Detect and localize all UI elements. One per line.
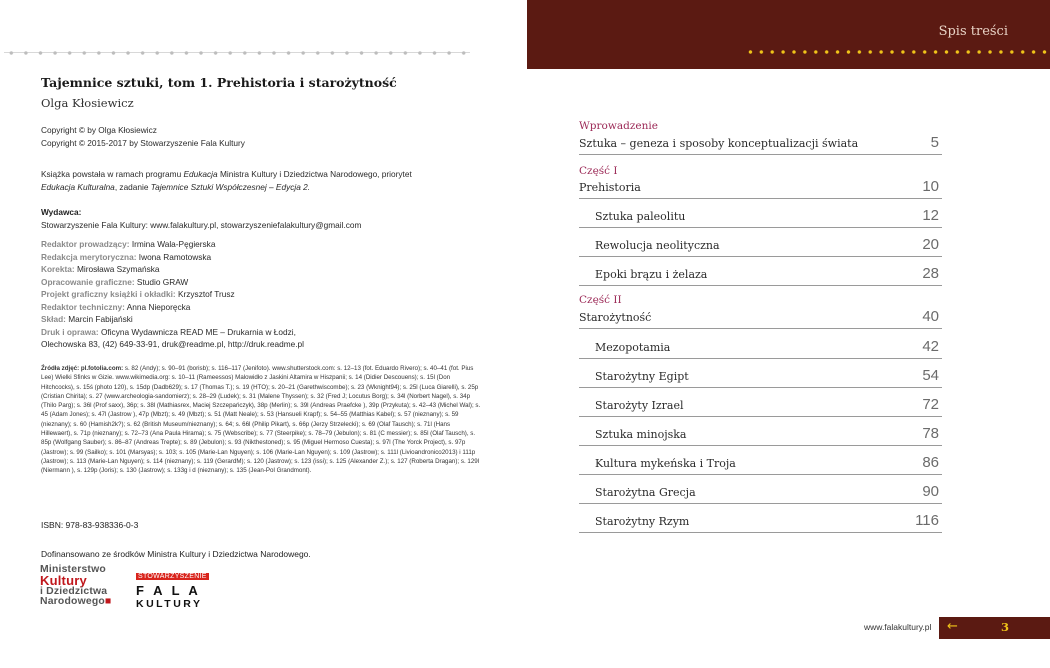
book-title: Tajemnice sztuki, tom 1. Prehistoria i starożytność xyxy=(41,75,397,90)
fala-kultury-logo xyxy=(136,565,226,609)
publisher-label: Wydawca: xyxy=(41,207,82,217)
credit-line xyxy=(41,326,481,339)
footer-nav xyxy=(939,617,1050,639)
fala-logo-kultury: KULTURY xyxy=(136,598,203,610)
credit-label: Redakcja merytoryczna: xyxy=(41,251,137,262)
fala-logo-word: F A L A xyxy=(136,583,201,598)
toc-part1-label: Część I xyxy=(579,165,618,177)
toc-entry[interactable] xyxy=(579,359,942,388)
toc-entry-title: Starożyty Izrael xyxy=(595,399,684,412)
toc-entry-title: Mezopotamia xyxy=(595,341,671,354)
photo-sources-label: Źródła zdjęć: pl.fotolia.com: xyxy=(41,365,124,372)
copyright-line-1: Copyright © by Olga Kłosiewicz xyxy=(41,125,157,135)
ministry-logo-line-1: Ministerstwo xyxy=(40,564,106,575)
photo-sources-text: s. 82 (Andy); s. 90–91 (borisb); s. 116–117 (Jenifoto). www.shutterstock.com: s. 12–13 (fot. Eduardo Rivero); s. 40–41 (fot. Pius Lee) Wielki Sfinks w Gizie. www.wikimedia.org: s. 10–11 (Rameessos) Malowidło z Jaskini Altamira w Hiszpanii; s. 14 (Didier Descouens); s. 15l (Don Hitchcocks), s. 15ś (photo 120), s. 15dp (Dadb629); s. 17 (Thomas T.); s. 19 (HTO); s. 20–21 (Garethwiscombe); s. 23 (Wknight94); s. 25l (Luca Giarelli), s. 25p (Cristian Chirita); s. 27 (www.archeologia-sandomierz); s. 28–29 (Ludek); s. 31 (Malene Thyssen); s. 32 (Fred J; Locutus Borg); s. 34l (Norbert Nagel), s. 34p (Thilo Parg); s. 36l (Prof saxx), 36p; s. 38l (Mathiasrex, Maciej Szczepańczyk), 38p (Merlin); s. 39l (Andreas Praefcke ), 39p (Przykuta); s. 42–43 (Michel Wal); s. 45 (Adam Jones); s. 47l (Jastrow ), 47p (Mbzt); s. 49 (Mbzt); s. 51 (Matt Neale); s. 53 (Hansueli Krapf); s. 54–55 (Matthias Kabel); s. 57 (nieznany); s. 59 (nieznany); s. 60 (Hamish2k?); s. 62 (British Museum/nieznany); s. 64; s. 66l (Philip Pikart), s. 66p (Jerzy Strzelecki); s. 69 (Olaf Tausch); s. 71l (Hans Hillewaert), s. 71p (nieznany); s. 72–73 (Ana Paula Hirama); s. 75 (Webscribe); s. 77 (Steerpike); s. 78–79 (Jebulon); s. 81 (C messier); s. 85l (Olaf Tausch), s. 85p (Wolfgang Sauber); s. 86–87 (Andreas Trepte); s. 89 (Jebulon); s. 93 (Nikthestoned); s. 95 (Miguel Hermoso Cuesta); s. 97l (The Yorck Project), s. 97p (Jastrow); s. 99 (Sailko); s. 101 (Marsyas); s. 103; s. 105 (Marie-Lan Nguyen); s. 106 (Marie-Lan Nguyen); s. 109 (Jastrow); s. 111l (Livioandronico2013) i 111p (Jastrow); s. 113 (Marie-Lan Nguyen); s. 114 (nieznany); s. 119 (GerardM); s. 120 (Jastrow); s. 123 (issi); s. 125 (Alexander Z.); s. 127 (Roberta Dragan); s. 129l (Niermann ), s. 129p (Joris); s. 130 (Jastrow); s. 133g i d (nieznany); s. 135 (Jean-Pol Grandmont). xyxy=(41,365,481,475)
toc-entry[interactable] xyxy=(579,330,942,359)
toc-entry-title: Starożytna Grecja xyxy=(595,486,696,499)
copyright-line-2: Copyright © 2015-2017 by Stowarzyszenie Fala Kultury xyxy=(41,137,245,148)
toc-entry[interactable] xyxy=(579,504,942,533)
funding-note: Dofinansowano ze środków Ministra Kultury i Dziedzictwa Narodowego. xyxy=(41,549,311,559)
fala-logo-badge: STOWARZYSZENIE xyxy=(138,573,207,580)
credit-value: Anna Nieporęcka xyxy=(124,301,191,312)
toc-entry-page: 12 xyxy=(922,207,939,224)
credit-value: Mirosława Szymańska xyxy=(74,264,160,274)
footer-url[interactable]: www.falakultury.pl xyxy=(864,622,932,632)
program-text-3: Ministra Kultury i Dziedzictwa Narodowego, priorytet xyxy=(217,169,412,179)
program-text-4: Edukacja Kulturalna xyxy=(41,181,115,192)
toc-entry-title: Sztuka minojska xyxy=(595,428,687,441)
program-block xyxy=(41,168,481,193)
toc-entry-page: 78 xyxy=(922,425,939,442)
toc-entry-title: Sztuka paleolitu xyxy=(595,210,686,223)
toc-entry[interactable] xyxy=(579,199,942,228)
credit-label: Korekta: xyxy=(41,264,75,274)
toc-entry-intro[interactable] xyxy=(579,126,942,155)
toc-entry-page: 28 xyxy=(922,265,939,282)
ministry-logo-line-3: i Dziedzictwa xyxy=(40,586,108,597)
credit-address: Olechowska 83, (42) 649-33-91, druk@readme.pl, http://druk.readme.pl xyxy=(41,339,304,349)
credit-line xyxy=(41,263,481,276)
back-arrow-icon[interactable]: ← xyxy=(947,619,958,634)
credit-value: Krzysztof Trusz xyxy=(175,289,235,299)
toc-entry-page: 72 xyxy=(922,396,939,413)
publisher-block xyxy=(41,206,481,231)
credits-block xyxy=(41,238,481,351)
page-title: Spis treści xyxy=(938,24,1008,39)
toc-entry-page: 116 xyxy=(915,512,939,529)
toc-entry[interactable] xyxy=(579,417,942,446)
toc-entry-page: 5 xyxy=(930,134,939,151)
toc-part2-label: Część II xyxy=(579,294,622,306)
credit-value: Studio GRAW xyxy=(134,276,189,287)
credit-line xyxy=(41,301,481,314)
program-text-2: Edukacja xyxy=(183,169,218,179)
book-author: Olga Kłosiewicz xyxy=(41,96,134,110)
credit-label: Projekt graficzny książki i okładki: xyxy=(41,289,176,299)
toc-entry-title: Starożytny Egipt xyxy=(595,370,689,383)
credit-value: Oficyna Wydawnicza READ ME – Drukarnia w Łodzi, xyxy=(98,326,296,337)
program-text-6: Tajemnice Sztuki Współczesnej – Edycja 2. xyxy=(150,181,311,192)
toc-entry-page: 20 xyxy=(922,236,939,253)
credit-label: Redaktor techniczny: xyxy=(41,301,125,312)
toc-entry-title: Prehistoria xyxy=(579,181,641,194)
toc-intro-label: Wprowadzenie xyxy=(579,120,658,132)
ministry-logo-line-2: Kultury xyxy=(40,573,87,588)
publisher-value: Stowarzyszenie Fala Kultury: www.falakultury.pl, stowarzyszeniefalakultury@gmail.com xyxy=(41,219,362,230)
toc-entry[interactable] xyxy=(579,228,942,257)
header-band xyxy=(527,0,1050,69)
credit-label: Opracowanie graficzne: xyxy=(41,276,135,287)
toc-entry-part2[interactable] xyxy=(579,300,942,329)
toc-entry-title: Sztuka – geneza i sposoby konceptualizacji świata xyxy=(579,137,859,150)
toc-entry-page: 42 xyxy=(922,338,939,355)
photo-sources xyxy=(41,364,481,476)
credit-value: Irmina Wala-Pęgierska xyxy=(129,239,216,249)
toc-entry[interactable] xyxy=(579,257,942,286)
copyright-block xyxy=(41,124,481,149)
page-number: 3 xyxy=(1001,620,1010,634)
credit-value: Iwona Ramotowska xyxy=(136,251,212,262)
credit-line xyxy=(41,313,481,326)
credit-line xyxy=(41,238,481,251)
credit-label: Skład: xyxy=(41,314,66,324)
credit-label: Druk i oprawa: xyxy=(41,326,99,337)
ministry-logo-line-4: Narodowego xyxy=(40,596,105,607)
toc-entry-page: 10 xyxy=(922,178,939,195)
dotted-rule-right xyxy=(745,50,1050,54)
dotted-rule-left xyxy=(4,51,470,55)
credit-value: Marcin Fabijański xyxy=(65,314,133,324)
toc-entry-title: Starożytny Rzym xyxy=(595,515,690,528)
toc-entry-title: Rewolucja neolityczna xyxy=(595,239,720,252)
credit-line xyxy=(41,251,481,264)
toc-entry[interactable] xyxy=(579,388,942,417)
isbn: ISBN: 978-83-938336-0-3 xyxy=(41,520,139,530)
toc-entry-title: Kultura mykeńska i Troja xyxy=(595,457,736,470)
toc-entry-part1[interactable] xyxy=(579,170,942,199)
credit-line xyxy=(41,276,481,289)
toc-entry-page: 86 xyxy=(922,454,939,471)
program-text-5: , zadanie xyxy=(114,181,151,192)
toc-entry-page: 90 xyxy=(922,483,939,500)
toc-entry-page: 40 xyxy=(922,308,939,325)
credit-label: Redaktor prowadzący: xyxy=(41,239,130,249)
toc-entry-title: Epoki brązu i żelaza xyxy=(595,268,708,281)
program-text-1: Książka powstała w ramach programu xyxy=(41,169,184,179)
toc-entry-title: Starożytność xyxy=(579,311,652,324)
ministry-logo: Ministerstwo Kultury i Dziedzictwa Narodowego■ xyxy=(40,565,120,609)
toc-entry[interactable] xyxy=(579,446,942,475)
toc-entry[interactable] xyxy=(579,475,942,504)
toc-entry-page: 54 xyxy=(922,367,939,384)
credit-line xyxy=(41,288,481,301)
